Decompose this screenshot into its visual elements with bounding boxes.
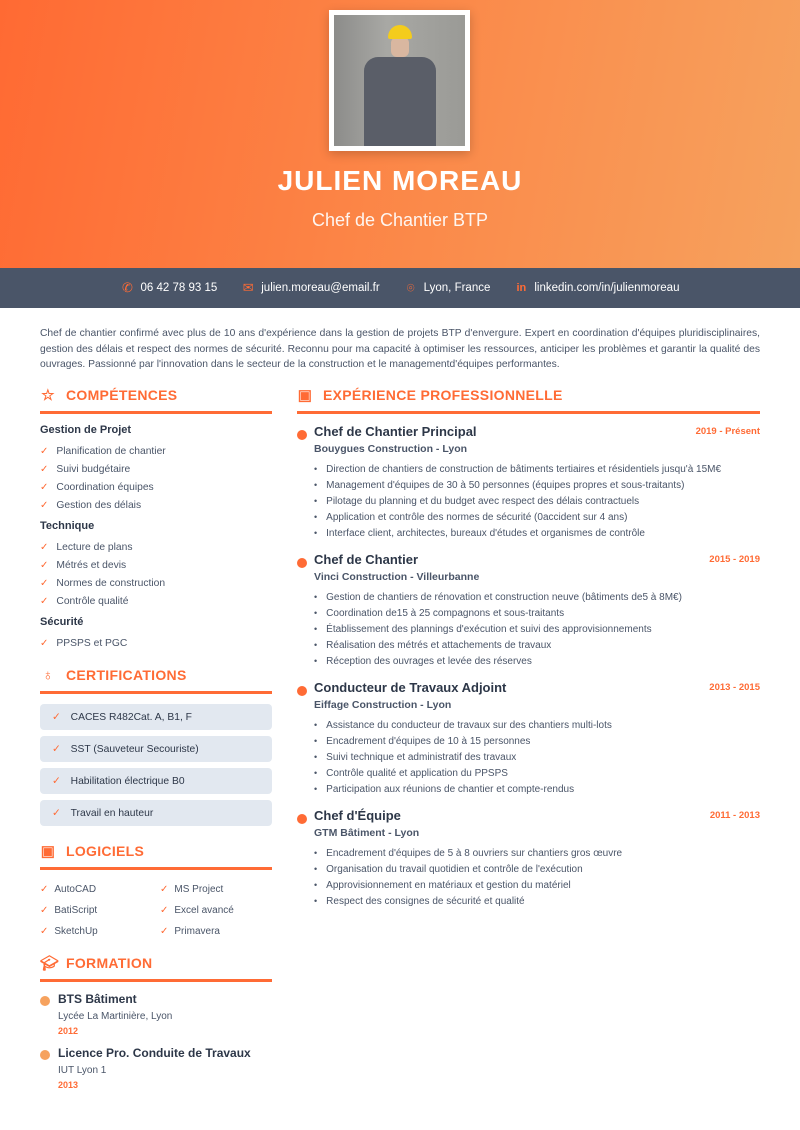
check-item [40, 922, 160, 940]
certification-item [40, 768, 272, 794]
briefcase-icon: ▣ [297, 387, 313, 404]
task-text: Encadrement d'équipes de 10 à 15 personnes [326, 736, 531, 747]
job-header [314, 552, 760, 567]
task-text: Approvisionnement en matériaux et gestion du matériel [326, 880, 571, 891]
certifications-list [40, 704, 272, 826]
section-title: COMPÉTENCES [66, 387, 178, 403]
task-item [314, 896, 760, 912]
task-text: Coordination de15 à 25 compagnons et sous-traitants [326, 608, 565, 619]
bullet: • [314, 720, 318, 730]
job-title: Chef de Chantier Principal [314, 424, 477, 439]
experience-heading [297, 384, 760, 414]
location-icon: ⌾ [406, 280, 415, 295]
phone-icon: ✆ [122, 280, 133, 295]
education-heading [40, 952, 272, 982]
check-item [160, 880, 272, 898]
bullet: • [314, 640, 318, 650]
graduation-cap-icon: 🎓︎ [40, 955, 60, 972]
task-item [314, 736, 760, 752]
candidate-name: JULIEN MOREAU [277, 165, 523, 196]
contact-phone [121, 280, 218, 296]
check-icon: ✓ [52, 712, 61, 723]
company: Vinci Construction - Villeurbanne [314, 571, 480, 583]
skill-group-title: Sécurité [40, 616, 84, 628]
profile-photo [329, 10, 470, 151]
certification-label: Travail en hauteur [70, 807, 154, 819]
education-item [40, 992, 272, 1036]
bullet: • [314, 880, 318, 890]
skills-heading [40, 384, 272, 414]
check-icon: ✓ [52, 776, 61, 787]
task-item [314, 528, 760, 544]
award-icon: ♁ [42, 666, 54, 684]
job-header [314, 808, 760, 823]
software-list [40, 880, 272, 940]
experience-list [297, 424, 760, 912]
task-text: Application et contrôle des normes de sécurité (0accident sur 4 ans) [326, 512, 628, 523]
task-text: Interface client, architectes, bureaux d'études et organismes de contrôle [326, 528, 645, 539]
section-title: FORMATION [66, 955, 153, 971]
check-icon: ✓ [40, 577, 49, 589]
check-icon: ✓ [40, 925, 49, 937]
item-label: MS Project [174, 883, 224, 895]
job-period: 2011 - 2013 [709, 810, 760, 821]
item-label: Excel avancé [174, 904, 234, 916]
item-label: Primavera [174, 925, 220, 937]
job-period: 2013 - 2015 [709, 682, 760, 693]
section-title: EXPÉRIENCE PROFESSIONNELLE [323, 387, 563, 403]
task-item [314, 608, 760, 624]
item-label: Lecture de plans [56, 541, 133, 553]
task-text: Suivi technique et administratif des travaux [326, 752, 517, 763]
bullet-dot [40, 996, 50, 1006]
left-column [40, 384, 272, 1100]
bullet: • [314, 736, 318, 746]
bullet: • [314, 656, 318, 666]
check-item [40, 634, 272, 652]
check-icon: ✓ [40, 637, 49, 649]
company: Bouygues Construction - Lyon [314, 443, 468, 455]
task-item [314, 624, 760, 640]
item-label: Gestion des délais [56, 499, 142, 511]
check-icon: ✓ [160, 904, 169, 916]
school: Lycée La Martinière, Lyon [58, 1011, 173, 1022]
task-item [314, 848, 760, 864]
check-icon: ✓ [52, 808, 61, 819]
software-heading [40, 840, 272, 870]
job-title: Chef de Chantier BTP [311, 210, 489, 230]
task-list [314, 720, 760, 800]
task-item [314, 768, 760, 784]
company: GTM Bâtiment - Lyon [314, 827, 420, 839]
bullet: • [314, 624, 318, 634]
task-item [314, 720, 760, 736]
task-item [314, 640, 760, 656]
item-label: Coordination équipes [56, 481, 154, 493]
task-text: Gestion de chantiers de rénovation et construction neuve (bâtiments de5 à 8M€) [326, 592, 682, 603]
task-list [314, 592, 760, 672]
spacer [40, 514, 272, 518]
check-item [40, 880, 160, 898]
section-title: LOGICIELS [66, 843, 145, 859]
contact-linkedin[interactable] [514, 282, 679, 294]
item-label: Contrôle qualité [56, 595, 129, 607]
task-item [314, 656, 760, 672]
check-item [160, 922, 272, 940]
bullet: • [314, 752, 318, 762]
item-label: Planification de chantier [56, 445, 166, 457]
task-list [314, 464, 760, 544]
check-icon: ✓ [40, 559, 49, 571]
spacer [40, 610, 272, 614]
bullet: • [314, 896, 318, 906]
task-text: Contrôle qualité et application du PPSPS [326, 768, 508, 779]
contact-bar [0, 268, 800, 308]
check-item [40, 460, 272, 478]
task-text: Pilotage du planning et du budget avec respect des délais contractuels [326, 496, 640, 507]
bullet: • [314, 784, 318, 794]
briefcase-icon: ▣ [40, 843, 56, 860]
task-text: Établissement des plannings d'exécution et suivi des approvisionnements [326, 624, 652, 635]
task-item [314, 880, 760, 896]
year: 2012 [58, 1026, 79, 1036]
education-item [40, 1046, 272, 1090]
task-text: Réalisation des métrés et attachements de travaux [326, 640, 552, 651]
degree: Licence Pro. Conduite de Travaux [58, 1046, 251, 1060]
check-icon: ✓ [40, 904, 49, 916]
check-icon: ✓ [160, 925, 169, 937]
school: IUT Lyon 1 [58, 1065, 107, 1076]
task-text: Participation aux réunions de chantier et compte-rendus [326, 784, 575, 795]
certification-label: Habilitation électrique B0 [70, 775, 185, 787]
check-item [40, 496, 272, 514]
task-text: Organisation du travail quotidien et contrôle de l'exécution [326, 864, 583, 875]
job-entry [297, 680, 760, 800]
check-item [40, 592, 272, 610]
task-item [314, 592, 760, 608]
location-text: Lyon, France [423, 282, 491, 294]
section-title: CERTIFICATIONS [66, 667, 187, 683]
certification-label: CACES R482Cat. A, B1, F [70, 711, 192, 723]
bullet: • [314, 848, 318, 858]
task-list [314, 848, 760, 912]
bullet: • [314, 480, 318, 490]
job-header [314, 424, 760, 439]
job-entry [297, 552, 760, 672]
star-icon: ☆ [41, 387, 55, 404]
certification-label: SST (Sauveteur Secouriste) [70, 743, 199, 755]
check-icon: ✓ [160, 883, 169, 895]
spacer [40, 652, 272, 656]
company: Eiffage Construction - Lyon [314, 699, 452, 711]
item-label: PPSPS et PGC [56, 637, 128, 649]
bullet: • [314, 496, 318, 506]
bullet-dot [40, 1050, 50, 1060]
certification-item [40, 704, 272, 730]
check-item [40, 574, 272, 592]
check-icon: ✓ [52, 744, 61, 755]
check-item [40, 442, 272, 460]
check-icon: ✓ [40, 499, 49, 511]
bullet: • [314, 464, 318, 474]
task-item [314, 784, 760, 800]
contact-location [404, 280, 491, 296]
job-title: Conducteur de Travaux Adjoint [314, 680, 507, 695]
item-label: AutoCAD [54, 883, 97, 895]
item-label: SketchUp [54, 925, 98, 937]
check-item [40, 901, 160, 919]
check-item [40, 538, 272, 556]
task-text: Management d'équipes de 30 à 50 personnes (équipes propres et sous-traitants) [326, 480, 685, 491]
timeline-dot [297, 558, 307, 568]
item-label: BatiScript [54, 904, 98, 916]
contact-email[interactable] [241, 280, 379, 296]
check-item [40, 556, 272, 574]
education-list [40, 992, 272, 1090]
email-text[interactable]: julien.moreau@email.fr [261, 282, 380, 294]
check-item [40, 478, 272, 496]
skill-group-title: Technique [40, 520, 95, 532]
check-icon: ✓ [40, 595, 49, 607]
skill-group-title: Gestion de Projet [40, 424, 132, 436]
year: 2013 [58, 1080, 79, 1090]
bullet: • [314, 528, 318, 538]
task-text: Encadrement d'équipes de 5 à 8 ouvriers sur chantiers gros œuvre [326, 848, 623, 859]
mail-icon: ✉ [242, 280, 254, 295]
phone-text: 06 42 78 93 15 [140, 282, 218, 294]
certification-item [40, 736, 272, 762]
linkedin-icon: in [516, 282, 527, 294]
item-label: Métrés et devis [56, 559, 127, 571]
task-item [314, 752, 760, 768]
job-period: 2019 - Présent [695, 426, 760, 437]
timeline-dot [297, 814, 307, 824]
bullet: • [314, 512, 318, 522]
bullet: • [314, 592, 318, 602]
profile-summary: Chef de chantier confirmé avec plus de 10 ans d'expérience dans la gestion de projets BTP d'envergure. Expert en coordination d'équipes pluridisciplinaires, gestion des délais et respect des normes de sécurité. Reconnu pour ma capacité à optimiser les ressources, anticiper les problèmes et garantir la qualité des ouvrages. Passionné par l'innovation dans le secteur de la construction et le managementd'équipes performantes. [40, 328, 760, 370]
check-icon: ✓ [40, 481, 49, 493]
timeline-dot [297, 686, 307, 696]
job-entry [297, 808, 760, 912]
certifications-heading [40, 664, 272, 694]
job-title: Chef de Chantier [314, 552, 419, 567]
job-title: Chef d'Équipe [314, 808, 401, 823]
certification-item [40, 800, 272, 826]
check-icon: ✓ [40, 883, 49, 895]
bullet: • [314, 608, 318, 618]
right-column [297, 384, 760, 920]
job-header [314, 680, 760, 695]
timeline-dot [297, 430, 307, 440]
header-banner [0, 0, 800, 268]
bullet: • [314, 864, 318, 874]
degree: BTS Bâtiment [58, 992, 137, 1006]
task-item [314, 512, 760, 528]
linkedin-text[interactable]: linkedin.com/in/julienmoreau [534, 282, 680, 294]
task-text: Assistance du conducteur de travaux sur des chantiers multi-lots [326, 720, 612, 731]
task-text: Respect des consignes de sécurité et qualité [326, 896, 525, 907]
task-item [314, 480, 760, 496]
check-icon: ✓ [40, 541, 49, 553]
check-icon: ✓ [40, 463, 49, 475]
check-icon: ✓ [40, 445, 49, 457]
task-item [314, 464, 760, 480]
job-entry [297, 424, 760, 544]
item-label: Suivi budgétaire [56, 463, 131, 475]
task-text: Réception des ouvrages et levée des réserves [326, 656, 532, 667]
task-text: Direction de chantiers de construction de bâtiments tertiaires et résidentiels jusqu'à 15M€ [326, 464, 722, 475]
task-item [314, 496, 760, 512]
skills-list [40, 424, 272, 656]
bullet: • [314, 768, 318, 778]
check-item [160, 901, 272, 919]
job-period: 2015 - 2019 [709, 554, 760, 565]
task-item [314, 864, 760, 880]
item-label: Normes de construction [56, 577, 166, 589]
